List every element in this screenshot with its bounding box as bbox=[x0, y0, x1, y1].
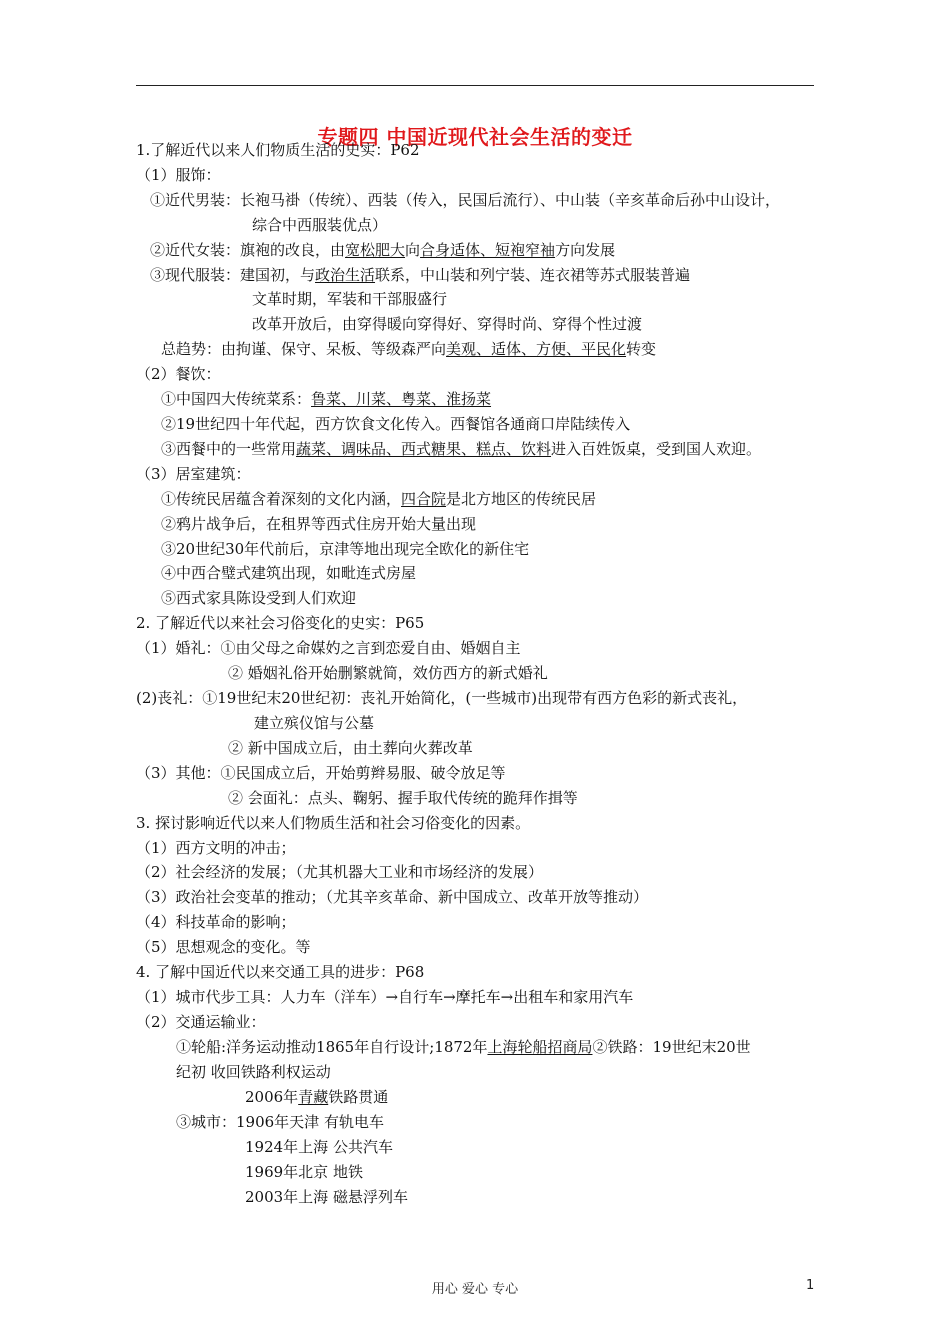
text-line-10 bbox=[136, 364, 221, 384]
underlined-term: 青藏 bbox=[298, 1088, 329, 1106]
text-segment: ③西餐中的一些常用 bbox=[161, 440, 297, 458]
text-line-27 bbox=[228, 788, 578, 808]
text-segment: ② 婚姻礼俗开始删繁就简，效仿西方的新式婚礼 bbox=[228, 664, 548, 682]
text-line-38 bbox=[176, 1062, 331, 1082]
text-segment: ③城市：1906年天津 有轨电车 bbox=[176, 1113, 384, 1131]
text-segment: 向 bbox=[405, 241, 421, 259]
text-segment: ③现代服装：建国初，与 bbox=[150, 266, 316, 284]
text-line-7 bbox=[252, 289, 447, 309]
text-line-22 bbox=[228, 663, 548, 683]
text-segment: 1924年上海 公共汽车 bbox=[245, 1138, 393, 1156]
text-segment: 1.了解近代以来人们物质生活的史实：P62 bbox=[136, 141, 420, 159]
text-line-26 bbox=[136, 763, 506, 783]
text-segment: 改革开放后，由穿得暖向穿得好、穿得时尚、穿得个性过渡 bbox=[252, 315, 643, 333]
text-line-16 bbox=[161, 514, 476, 534]
text-segment: （3）政治社会变革的推动；（尤其辛亥革命、新中国成立、改革开放等推动） bbox=[136, 888, 649, 906]
text-line-23 bbox=[136, 688, 747, 708]
text-line-33 bbox=[136, 937, 311, 957]
text-line-43 bbox=[245, 1187, 408, 1207]
underlined-term: 合身适体、短袍窄袖 bbox=[420, 241, 556, 259]
text-segment: ②近代女装：旗袍的改良，由 bbox=[150, 241, 346, 259]
text-segment: ②铁路：19世纪末20世 bbox=[592, 1038, 751, 1056]
text-line-17 bbox=[161, 539, 529, 559]
text-line-25 bbox=[228, 738, 473, 758]
text-segment: ③20世纪30年代前后，京津等地出现完全欧化的新住宅 bbox=[161, 540, 530, 558]
text-line-37 bbox=[176, 1037, 751, 1057]
text-segment: （5）思想观念的变化。等 bbox=[136, 938, 311, 956]
text-line-6 bbox=[150, 265, 690, 285]
text-line-5 bbox=[150, 240, 615, 260]
text-segment: ①轮船:洋务运动推动1865年自行设计;1872年 bbox=[176, 1038, 488, 1056]
text-segment: ②19世纪四十年代起，西方饮食文化传入。西餐馆各通商口岸陆续传入 bbox=[161, 415, 631, 433]
text-segment: 进入百姓饭桌，受到国人欢迎。 bbox=[551, 440, 762, 458]
text-segment: （4）科技革命的影响； bbox=[136, 913, 296, 931]
text-segment: 综合中西服装优点） bbox=[252, 216, 388, 234]
text-segment: （2）社会经济的发展；（尤其机器大工业和市场经济的发展） bbox=[136, 863, 544, 881]
page-number: 1 bbox=[806, 1278, 815, 1293]
header-rule bbox=[136, 85, 814, 86]
text-line-32 bbox=[136, 912, 296, 932]
text-segment: ⑤西式家具陈设受到人们欢迎 bbox=[161, 589, 357, 607]
text-segment: 1969年北京 地铁 bbox=[245, 1163, 363, 1181]
text-segment: （2）餐饮： bbox=[136, 365, 221, 383]
text-segment: （2）交通运输业： bbox=[136, 1013, 266, 1031]
text-line-11 bbox=[161, 389, 491, 409]
underlined-term: 美观、适体、方便、平民化 bbox=[446, 340, 627, 358]
underlined-term: 鲁菜、川菜、粤菜、淮扬菜 bbox=[311, 390, 492, 408]
text-line-28 bbox=[136, 813, 530, 833]
footer-text: 用心 爱心 专心 bbox=[431, 1282, 519, 1297]
text-line-36 bbox=[136, 1012, 266, 1032]
text-line-31 bbox=[136, 887, 648, 907]
text-segment: ①近代男装：长袍马褂（传统）、西装（传入，民国后流行）、中山装（辛亥革命后孙中山设计， bbox=[150, 191, 781, 209]
text-line-30 bbox=[136, 862, 543, 882]
text-line-20 bbox=[136, 613, 424, 633]
text-line-40 bbox=[176, 1112, 384, 1132]
text-line-18 bbox=[161, 563, 416, 583]
text-line-1 bbox=[136, 140, 420, 160]
text-segment: （1）婚礼：①由父母之命媒妁之言到恋爱自由、婚姻自主 bbox=[136, 639, 521, 657]
text-segment: ①中国四大传统菜系： bbox=[161, 390, 312, 408]
text-line-29 bbox=[136, 838, 296, 858]
text-line-42 bbox=[245, 1162, 363, 1182]
text-line-4 bbox=[252, 215, 387, 235]
text-segment: 4. 了解中国近代以来交通工具的进步：P68 bbox=[136, 963, 425, 981]
underlined-term: 政治生活 bbox=[315, 266, 376, 284]
text-segment: 2006年 bbox=[245, 1088, 299, 1106]
text-segment: （1）服饰： bbox=[136, 166, 221, 184]
text-line-13 bbox=[161, 439, 761, 459]
text-segment: 联系，中山装和列宁装、连衣裙等苏式服装普遍 bbox=[375, 266, 691, 284]
text-segment: （1）西方文明的冲击； bbox=[136, 839, 296, 857]
text-segment: ② 新中国成立后，由土葬向火葬改革 bbox=[228, 739, 473, 757]
text-segment: （3）其他：①民国成立后，开始剪辫易服、破令放足等 bbox=[136, 764, 506, 782]
text-segment: ② 会面礼：点头、鞠躬、握手取代传统的跪拜作揖等 bbox=[228, 789, 578, 807]
text-segment: 纪初 收回铁路利权运动 bbox=[176, 1063, 331, 1081]
underlined-term: 四合院 bbox=[401, 490, 447, 508]
text-segment: 文革时期，军装和干部服盛行 bbox=[252, 290, 448, 308]
text-line-15 bbox=[161, 489, 596, 509]
text-segment: 铁路贯通 bbox=[328, 1088, 389, 1106]
text-segment: ④中西合璧式建筑出现，如毗连式房屋 bbox=[161, 564, 417, 582]
text-line-34 bbox=[136, 962, 424, 982]
text-line-41 bbox=[245, 1137, 393, 1157]
text-segment: 3. 探讨影响近代以来人们物质生活和社会习俗变化的因素。 bbox=[136, 814, 531, 832]
text-segment: 2. 了解近代以来社会习俗变化的史实：P65 bbox=[136, 614, 425, 632]
text-segment: （3）居室建筑： bbox=[136, 465, 251, 483]
text-line-39 bbox=[245, 1087, 388, 1107]
text-line-3 bbox=[150, 190, 780, 210]
text-line-19 bbox=[161, 588, 356, 608]
text-segment: 方向发展 bbox=[555, 241, 616, 259]
underlined-term: 上海轮船招商局 bbox=[487, 1038, 593, 1056]
text-line-14 bbox=[136, 464, 251, 484]
text-segment: 转变 bbox=[626, 340, 657, 358]
text-line-9 bbox=[161, 339, 656, 359]
text-segment: 是北方地区的传统民居 bbox=[446, 490, 597, 508]
text-line-12 bbox=[161, 414, 630, 434]
underlined-term: 宽松肥大 bbox=[345, 241, 406, 259]
text-segment: ②鸦片战争后，在租界等西式住房开始大量出现 bbox=[161, 515, 477, 533]
text-line-8 bbox=[252, 314, 642, 334]
text-segment: 总趋势：由拘谨、保守、呆板、等级森严向 bbox=[161, 340, 447, 358]
text-line-2 bbox=[136, 165, 221, 185]
text-segment: ①传统民居蕴含着深刻的文化内涵， bbox=[161, 490, 402, 508]
text-segment: (2)丧礼：①19世纪末20世纪初：丧礼开始简化，(一些城市)出现带有西方色彩的新式丧礼， bbox=[136, 689, 748, 707]
text-line-21 bbox=[136, 638, 521, 658]
text-segment: （1）城市代步工具：人力车（洋车）→自行车→摩托车→出租车和家用汽车 bbox=[136, 988, 634, 1006]
text-line-24 bbox=[254, 713, 374, 733]
underlined-term: 蔬菜、调味品、西式糖果、糕点、饮料 bbox=[296, 440, 552, 458]
text-line-35 bbox=[136, 987, 633, 1007]
document-title: 专题四 中国近现代社会生活的变迁 bbox=[317, 125, 633, 149]
text-segment: 建立殡仪馆与公墓 bbox=[254, 714, 375, 732]
text-segment: 2003年上海 磁悬浮列车 bbox=[245, 1188, 408, 1206]
